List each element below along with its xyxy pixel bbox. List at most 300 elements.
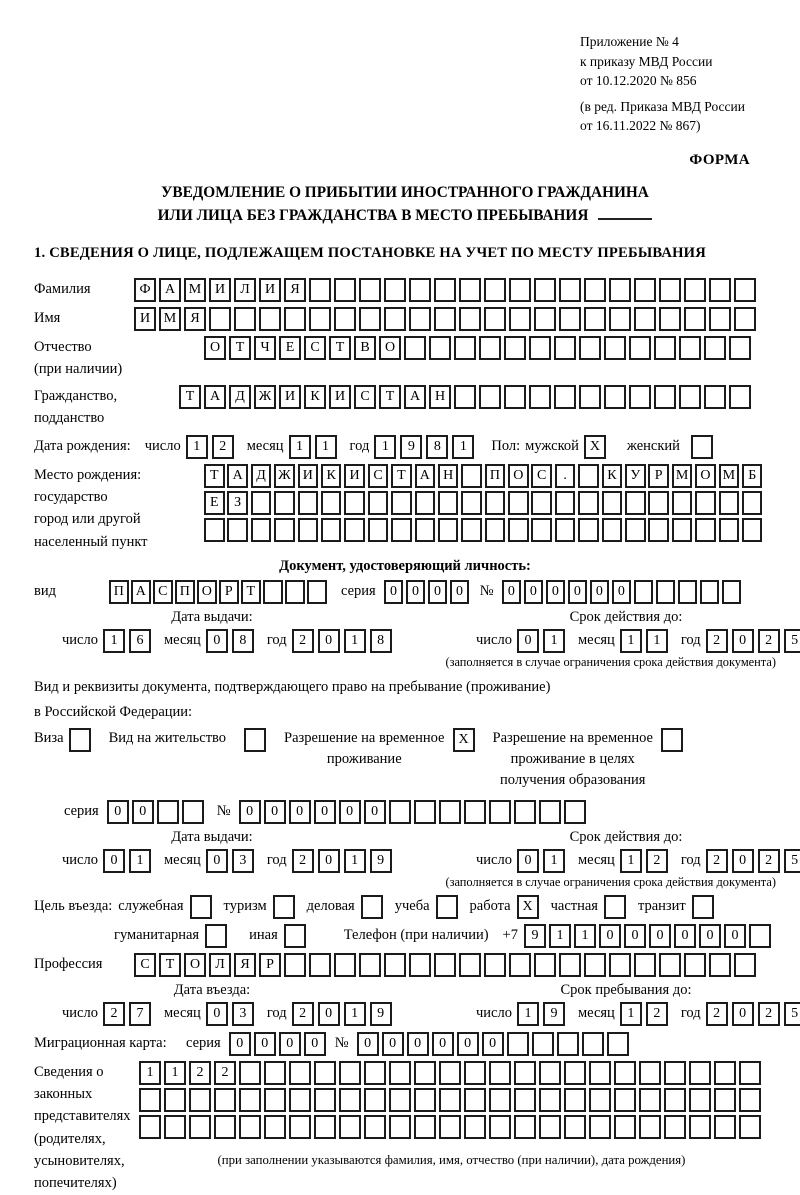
form-cell[interactable] bbox=[439, 800, 461, 824]
form-cell[interactable] bbox=[695, 491, 716, 515]
form-cell[interactable] bbox=[384, 278, 406, 302]
form-cell[interactable] bbox=[734, 307, 756, 331]
form-cell[interactable]: 1 bbox=[620, 629, 642, 653]
form-cell[interactable]: 1 bbox=[517, 1002, 539, 1026]
form-cell[interactable] bbox=[244, 728, 266, 752]
form-cell[interactable]: 0 bbox=[517, 849, 539, 873]
form-cell[interactable]: У bbox=[625, 464, 646, 488]
form-cell[interactable]: 0 bbox=[107, 800, 129, 824]
form-cell[interactable] bbox=[578, 464, 599, 488]
form-cell[interactable]: И bbox=[279, 385, 301, 409]
form-cell[interactable] bbox=[69, 728, 91, 752]
form-cell[interactable] bbox=[604, 895, 626, 919]
form-cell[interactable]: 1 bbox=[139, 1061, 161, 1085]
form-cell[interactable] bbox=[164, 1115, 186, 1139]
form-cell[interactable]: М bbox=[184, 278, 206, 302]
form-cell[interactable] bbox=[672, 491, 693, 515]
form-cell[interactable]: 0 bbox=[612, 580, 632, 604]
form-cell[interactable] bbox=[557, 1032, 579, 1056]
form-cell[interactable]: О bbox=[508, 464, 529, 488]
form-cell[interactable] bbox=[684, 953, 706, 977]
form-cell[interactable]: 0 bbox=[724, 924, 746, 948]
form-cell[interactable]: 1 bbox=[315, 435, 337, 459]
form-cell[interactable] bbox=[364, 1061, 386, 1085]
form-cell[interactable]: 0 bbox=[450, 580, 470, 604]
form-cell[interactable] bbox=[514, 800, 536, 824]
form-cell[interactable] bbox=[684, 278, 706, 302]
form-cell[interactable]: 0 bbox=[517, 629, 539, 653]
form-cell[interactable]: 0 bbox=[384, 580, 404, 604]
form-cell[interactable]: А bbox=[159, 278, 181, 302]
form-cell[interactable]: 0 bbox=[590, 580, 610, 604]
form-cell[interactable]: 5 bbox=[784, 1002, 800, 1026]
form-cell[interactable]: 1 bbox=[452, 435, 474, 459]
form-cell[interactable] bbox=[259, 307, 281, 331]
form-cell[interactable]: Н bbox=[429, 385, 451, 409]
form-cell[interactable] bbox=[182, 800, 204, 824]
form-cell[interactable] bbox=[578, 491, 599, 515]
form-cell[interactable] bbox=[204, 518, 225, 542]
form-cell[interactable] bbox=[434, 953, 456, 977]
form-cell[interactable] bbox=[719, 491, 740, 515]
form-cell[interactable] bbox=[529, 385, 551, 409]
form-cell[interactable]: 9 bbox=[370, 849, 392, 873]
form-cell[interactable] bbox=[189, 1115, 211, 1139]
form-cell[interactable] bbox=[604, 336, 626, 360]
form-cell[interactable] bbox=[564, 800, 586, 824]
form-cell[interactable] bbox=[409, 278, 431, 302]
form-cell[interactable] bbox=[504, 336, 526, 360]
form-cell[interactable]: 0 bbox=[279, 1032, 301, 1056]
form-cell[interactable]: 2 bbox=[214, 1061, 236, 1085]
form-cell[interactable] bbox=[729, 385, 751, 409]
form-cell[interactable]: Д bbox=[251, 464, 272, 488]
form-cell[interactable] bbox=[485, 518, 506, 542]
form-cell[interactable]: 1 bbox=[103, 629, 125, 653]
form-cell[interactable] bbox=[559, 307, 581, 331]
form-cell[interactable]: А bbox=[227, 464, 248, 488]
form-cell[interactable] bbox=[429, 336, 451, 360]
form-cell[interactable] bbox=[734, 278, 756, 302]
form-cell[interactable] bbox=[359, 307, 381, 331]
form-cell[interactable] bbox=[414, 800, 436, 824]
form-cell[interactable] bbox=[285, 580, 305, 604]
form-cell[interactable]: Н bbox=[438, 464, 459, 488]
form-cell[interactable]: 0 bbox=[357, 1032, 379, 1056]
form-cell[interactable] bbox=[539, 1088, 561, 1112]
form-cell[interactable] bbox=[534, 278, 556, 302]
form-cell[interactable]: М bbox=[672, 464, 693, 488]
form-cell[interactable] bbox=[704, 336, 726, 360]
form-cell[interactable] bbox=[729, 336, 751, 360]
form-cell[interactable] bbox=[564, 1088, 586, 1112]
form-cell[interactable] bbox=[434, 278, 456, 302]
form-cell[interactable] bbox=[284, 307, 306, 331]
form-cell[interactable]: 0 bbox=[318, 1002, 340, 1026]
form-cell[interactable] bbox=[659, 953, 681, 977]
form-cell[interactable] bbox=[273, 895, 295, 919]
form-cell[interactable]: X bbox=[584, 435, 606, 459]
form-cell[interactable]: О bbox=[695, 464, 716, 488]
form-cell[interactable]: 5 bbox=[784, 849, 800, 873]
form-cell[interactable] bbox=[554, 385, 576, 409]
form-cell[interactable] bbox=[584, 953, 606, 977]
form-cell[interactable] bbox=[584, 278, 606, 302]
form-cell[interactable]: 0 bbox=[482, 1032, 504, 1056]
form-cell[interactable]: Т bbox=[329, 336, 351, 360]
form-cell[interactable]: 0 bbox=[339, 800, 361, 824]
form-cell[interactable] bbox=[700, 580, 720, 604]
form-cell[interactable]: Ф bbox=[134, 278, 156, 302]
form-cell[interactable]: 0 bbox=[206, 849, 228, 873]
form-cell[interactable] bbox=[564, 1061, 586, 1085]
form-cell[interactable] bbox=[602, 518, 623, 542]
form-cell[interactable] bbox=[364, 1088, 386, 1112]
form-cell[interactable]: П bbox=[109, 580, 129, 604]
form-cell[interactable]: 0 bbox=[406, 580, 426, 604]
form-cell[interactable]: 1 bbox=[620, 1002, 642, 1026]
form-cell[interactable] bbox=[709, 307, 731, 331]
form-cell[interactable]: 0 bbox=[264, 800, 286, 824]
form-cell[interactable]: А bbox=[131, 580, 151, 604]
form-cell[interactable] bbox=[629, 336, 651, 360]
form-cell[interactable] bbox=[664, 1061, 686, 1085]
form-cell[interactable] bbox=[339, 1115, 361, 1139]
form-cell[interactable] bbox=[719, 518, 740, 542]
form-cell[interactable]: 2 bbox=[758, 1002, 780, 1026]
form-cell[interactable] bbox=[656, 580, 676, 604]
form-cell[interactable] bbox=[409, 953, 431, 977]
form-cell[interactable] bbox=[614, 1088, 636, 1112]
form-cell[interactable] bbox=[634, 278, 656, 302]
form-cell[interactable] bbox=[555, 491, 576, 515]
form-cell[interactable] bbox=[722, 580, 742, 604]
form-cell[interactable] bbox=[604, 385, 626, 409]
form-cell[interactable]: В bbox=[354, 336, 376, 360]
form-cell[interactable] bbox=[589, 1061, 611, 1085]
form-cell[interactable] bbox=[368, 518, 389, 542]
form-cell[interactable] bbox=[461, 518, 482, 542]
form-cell[interactable]: 2 bbox=[758, 629, 780, 653]
form-cell[interactable] bbox=[739, 1088, 761, 1112]
form-cell[interactable] bbox=[284, 953, 306, 977]
form-cell[interactable] bbox=[364, 1115, 386, 1139]
form-cell[interactable]: 3 bbox=[232, 1002, 254, 1026]
form-cell[interactable]: Р bbox=[259, 953, 281, 977]
form-cell[interactable] bbox=[264, 1061, 286, 1085]
form-cell[interactable]: 2 bbox=[103, 1002, 125, 1026]
form-cell[interactable]: 1 bbox=[574, 924, 596, 948]
form-cell[interactable] bbox=[714, 1115, 736, 1139]
form-cell[interactable] bbox=[691, 435, 713, 459]
form-cell[interactable] bbox=[239, 1061, 261, 1085]
form-cell[interactable] bbox=[584, 307, 606, 331]
form-cell[interactable]: С bbox=[531, 464, 552, 488]
form-cell[interactable]: 2 bbox=[646, 849, 668, 873]
form-cell[interactable]: Е bbox=[279, 336, 301, 360]
form-cell[interactable] bbox=[634, 307, 656, 331]
form-cell[interactable] bbox=[739, 1061, 761, 1085]
form-cell[interactable]: 8 bbox=[426, 435, 448, 459]
form-cell[interactable]: 0 bbox=[289, 800, 311, 824]
form-cell[interactable] bbox=[489, 1061, 511, 1085]
form-cell[interactable]: П bbox=[485, 464, 506, 488]
form-cell[interactable] bbox=[284, 924, 306, 948]
form-cell[interactable] bbox=[654, 336, 676, 360]
form-cell[interactable] bbox=[739, 1115, 761, 1139]
form-cell[interactable]: 2 bbox=[706, 1002, 728, 1026]
form-cell[interactable]: 0 bbox=[318, 849, 340, 873]
form-cell[interactable]: 0 bbox=[732, 1002, 754, 1026]
form-cell[interactable]: 0 bbox=[732, 849, 754, 873]
form-cell[interactable]: 1 bbox=[543, 629, 565, 653]
title-blank-line[interactable] bbox=[598, 206, 652, 220]
form-cell[interactable] bbox=[251, 491, 272, 515]
form-cell[interactable]: Т bbox=[204, 464, 225, 488]
form-cell[interactable]: 1 bbox=[646, 629, 668, 653]
form-cell[interactable]: 1 bbox=[164, 1061, 186, 1085]
form-cell[interactable]: 0 bbox=[239, 800, 261, 824]
form-cell[interactable]: 2 bbox=[212, 435, 234, 459]
form-cell[interactable] bbox=[532, 1032, 554, 1056]
form-cell[interactable] bbox=[507, 1032, 529, 1056]
form-cell[interactable] bbox=[692, 895, 714, 919]
form-cell[interactable] bbox=[464, 1088, 486, 1112]
form-cell[interactable]: 1 bbox=[344, 849, 366, 873]
form-cell[interactable] bbox=[589, 1115, 611, 1139]
form-cell[interactable] bbox=[625, 491, 646, 515]
form-cell[interactable] bbox=[289, 1088, 311, 1112]
form-cell[interactable]: 0 bbox=[206, 1002, 228, 1026]
form-cell[interactable]: С bbox=[304, 336, 326, 360]
form-cell[interactable] bbox=[214, 1115, 236, 1139]
form-cell[interactable] bbox=[609, 278, 631, 302]
form-cell[interactable]: 6 bbox=[129, 629, 151, 653]
form-cell[interactable] bbox=[368, 491, 389, 515]
form-cell[interactable]: 1 bbox=[344, 1002, 366, 1026]
form-cell[interactable]: 1 bbox=[344, 629, 366, 653]
form-cell[interactable]: 9 bbox=[543, 1002, 565, 1026]
form-cell[interactable] bbox=[415, 518, 436, 542]
form-cell[interactable] bbox=[459, 953, 481, 977]
form-cell[interactable] bbox=[415, 491, 436, 515]
form-cell[interactable] bbox=[664, 1115, 686, 1139]
form-cell[interactable] bbox=[189, 1088, 211, 1112]
form-cell[interactable] bbox=[679, 336, 701, 360]
form-cell[interactable]: С bbox=[134, 953, 156, 977]
form-cell[interactable] bbox=[384, 953, 406, 977]
form-cell[interactable]: 0 bbox=[103, 849, 125, 873]
form-cell[interactable] bbox=[714, 1061, 736, 1085]
form-cell[interactable] bbox=[414, 1115, 436, 1139]
form-cell[interactable]: Т bbox=[241, 580, 261, 604]
form-cell[interactable] bbox=[314, 1115, 336, 1139]
form-cell[interactable]: 0 bbox=[649, 924, 671, 948]
form-cell[interactable]: Л bbox=[234, 278, 256, 302]
form-cell[interactable]: Ж bbox=[254, 385, 276, 409]
form-cell[interactable] bbox=[539, 1115, 561, 1139]
form-cell[interactable] bbox=[689, 1115, 711, 1139]
form-cell[interactable]: О bbox=[379, 336, 401, 360]
form-cell[interactable] bbox=[534, 307, 556, 331]
form-cell[interactable] bbox=[461, 464, 482, 488]
form-cell[interactable] bbox=[648, 491, 669, 515]
form-cell[interactable] bbox=[639, 1088, 661, 1112]
form-cell[interactable] bbox=[384, 307, 406, 331]
form-cell[interactable] bbox=[264, 1088, 286, 1112]
form-cell[interactable]: 0 bbox=[254, 1032, 276, 1056]
form-cell[interactable] bbox=[298, 491, 319, 515]
form-cell[interactable] bbox=[264, 1115, 286, 1139]
form-cell[interactable]: 1 bbox=[374, 435, 396, 459]
form-cell[interactable]: Е bbox=[204, 491, 225, 515]
form-cell[interactable] bbox=[634, 953, 656, 977]
form-cell[interactable] bbox=[555, 518, 576, 542]
form-cell[interactable] bbox=[344, 518, 365, 542]
form-cell[interactable]: 9 bbox=[370, 1002, 392, 1026]
form-cell[interactable]: Д bbox=[229, 385, 251, 409]
form-cell[interactable]: О bbox=[204, 336, 226, 360]
form-cell[interactable]: Я bbox=[184, 307, 206, 331]
form-cell[interactable]: 0 bbox=[206, 629, 228, 653]
form-cell[interactable]: Т bbox=[391, 464, 412, 488]
form-cell[interactable] bbox=[634, 580, 654, 604]
form-cell[interactable] bbox=[334, 278, 356, 302]
form-cell[interactable]: 0 bbox=[546, 580, 566, 604]
form-cell[interactable] bbox=[489, 1088, 511, 1112]
form-cell[interactable] bbox=[508, 518, 529, 542]
form-cell[interactable] bbox=[679, 385, 701, 409]
form-cell[interactable] bbox=[678, 580, 698, 604]
form-cell[interactable]: З bbox=[227, 491, 248, 515]
form-cell[interactable] bbox=[439, 1061, 461, 1085]
form-cell[interactable]: С bbox=[368, 464, 389, 488]
form-cell[interactable]: И bbox=[209, 278, 231, 302]
form-cell[interactable] bbox=[214, 1088, 236, 1112]
form-cell[interactable]: А bbox=[415, 464, 436, 488]
form-cell[interactable] bbox=[484, 953, 506, 977]
form-cell[interactable] bbox=[454, 385, 476, 409]
form-cell[interactable] bbox=[614, 1115, 636, 1139]
form-cell[interactable]: 2 bbox=[706, 629, 728, 653]
form-cell[interactable]: 2 bbox=[189, 1061, 211, 1085]
form-cell[interactable] bbox=[578, 518, 599, 542]
form-cell[interactable] bbox=[508, 491, 529, 515]
form-cell[interactable] bbox=[334, 953, 356, 977]
form-cell[interactable]: К bbox=[602, 464, 623, 488]
form-cell[interactable] bbox=[559, 278, 581, 302]
form-cell[interactable] bbox=[489, 1115, 511, 1139]
form-cell[interactable] bbox=[661, 728, 683, 752]
form-cell[interactable]: 0 bbox=[624, 924, 646, 948]
form-cell[interactable]: Я bbox=[234, 953, 256, 977]
form-cell[interactable]: И bbox=[259, 278, 281, 302]
form-cell[interactable] bbox=[334, 307, 356, 331]
form-cell[interactable]: Р bbox=[219, 580, 239, 604]
form-cell[interactable] bbox=[321, 491, 342, 515]
form-cell[interactable]: 1 bbox=[549, 924, 571, 948]
form-cell[interactable] bbox=[309, 307, 331, 331]
form-cell[interactable] bbox=[531, 518, 552, 542]
form-cell[interactable]: 0 bbox=[502, 580, 522, 604]
form-cell[interactable] bbox=[391, 518, 412, 542]
form-cell[interactable] bbox=[589, 1088, 611, 1112]
form-cell[interactable] bbox=[459, 307, 481, 331]
form-cell[interactable]: 0 bbox=[674, 924, 696, 948]
form-cell[interactable] bbox=[479, 385, 501, 409]
form-cell[interactable] bbox=[689, 1088, 711, 1112]
form-cell[interactable] bbox=[438, 518, 459, 542]
form-cell[interactable]: М bbox=[719, 464, 740, 488]
form-cell[interactable] bbox=[251, 518, 272, 542]
form-cell[interactable] bbox=[504, 385, 526, 409]
form-cell[interactable] bbox=[164, 1088, 186, 1112]
form-cell[interactable] bbox=[509, 307, 531, 331]
form-cell[interactable] bbox=[539, 800, 561, 824]
form-cell[interactable]: 0 bbox=[132, 800, 154, 824]
form-cell[interactable]: Т bbox=[229, 336, 251, 360]
form-cell[interactable]: 7 bbox=[129, 1002, 151, 1026]
form-cell[interactable]: Б bbox=[742, 464, 763, 488]
form-cell[interactable]: 0 bbox=[382, 1032, 404, 1056]
form-cell[interactable]: 0 bbox=[568, 580, 588, 604]
form-cell[interactable] bbox=[344, 491, 365, 515]
form-cell[interactable]: 8 bbox=[232, 629, 254, 653]
form-cell[interactable] bbox=[314, 1061, 336, 1085]
form-cell[interactable] bbox=[464, 1115, 486, 1139]
form-cell[interactable]: X bbox=[453, 728, 475, 752]
form-cell[interactable]: Ч bbox=[254, 336, 276, 360]
form-cell[interactable] bbox=[190, 895, 212, 919]
form-cell[interactable] bbox=[531, 491, 552, 515]
form-cell[interactable] bbox=[704, 385, 726, 409]
form-cell[interactable] bbox=[339, 1088, 361, 1112]
form-cell[interactable] bbox=[414, 1061, 436, 1085]
form-cell[interactable] bbox=[734, 953, 756, 977]
form-cell[interactable] bbox=[629, 385, 651, 409]
form-cell[interactable] bbox=[539, 1061, 561, 1085]
form-cell[interactable] bbox=[709, 953, 731, 977]
form-cell[interactable]: Т bbox=[179, 385, 201, 409]
form-cell[interactable]: А bbox=[404, 385, 426, 409]
form-cell[interactable] bbox=[607, 1032, 629, 1056]
form-cell[interactable] bbox=[582, 1032, 604, 1056]
form-cell[interactable] bbox=[479, 336, 501, 360]
form-cell[interactable] bbox=[439, 1115, 461, 1139]
form-cell[interactable] bbox=[389, 800, 411, 824]
form-cell[interactable]: 0 bbox=[314, 800, 336, 824]
form-cell[interactable] bbox=[648, 518, 669, 542]
form-cell[interactable] bbox=[695, 518, 716, 542]
form-cell[interactable]: Я bbox=[284, 278, 306, 302]
form-cell[interactable]: 2 bbox=[646, 1002, 668, 1026]
form-cell[interactable]: 1 bbox=[543, 849, 565, 873]
form-cell[interactable]: Т bbox=[379, 385, 401, 409]
form-cell[interactable]: 0 bbox=[407, 1032, 429, 1056]
form-cell[interactable]: 5 bbox=[784, 629, 800, 653]
form-cell[interactable] bbox=[289, 1115, 311, 1139]
form-cell[interactable] bbox=[484, 307, 506, 331]
form-cell[interactable]: 0 bbox=[524, 580, 544, 604]
form-cell[interactable]: 0 bbox=[457, 1032, 479, 1056]
form-cell[interactable]: 1 bbox=[129, 849, 151, 873]
form-cell[interactable]: 0 bbox=[732, 629, 754, 653]
form-cell[interactable] bbox=[714, 1088, 736, 1112]
form-cell[interactable] bbox=[459, 278, 481, 302]
form-cell[interactable] bbox=[227, 518, 248, 542]
form-cell[interactable]: 9 bbox=[400, 435, 422, 459]
form-cell[interactable] bbox=[339, 1061, 361, 1085]
